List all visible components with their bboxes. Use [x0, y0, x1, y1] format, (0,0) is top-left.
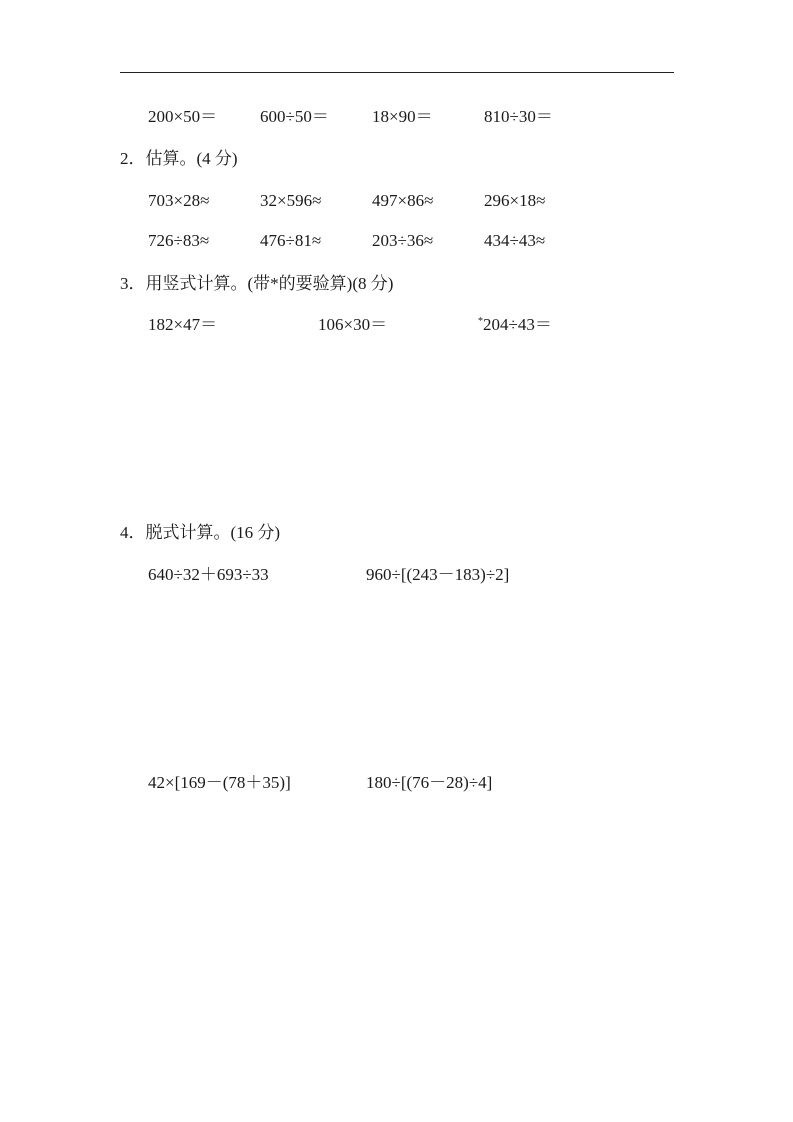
question-3-heading	[120, 274, 393, 294]
vertical-calc-item-1: 182×47＝	[148, 315, 218, 334]
question-4-number: 4．	[120, 523, 146, 542]
estimate-item-5: 726÷83≈	[148, 231, 210, 250]
stepwise-item-4: 180÷[(76－28)÷4]	[366, 773, 493, 792]
estimate-item-7: 203÷36≈	[372, 231, 434, 250]
question-2-title: 估算。(4 分)	[145, 149, 238, 168]
vertical-calc-item-3	[478, 315, 552, 338]
vertical-calc-item-2: 106×30＝	[318, 315, 388, 334]
estimate-item-1: 703×28≈	[148, 191, 210, 210]
header-rule	[120, 72, 674, 73]
estimate-item-8: 434÷43≈	[484, 231, 546, 250]
question-3-number: 3．	[120, 274, 146, 293]
question-4-heading	[120, 523, 280, 543]
question-2-heading	[120, 149, 238, 169]
question-3-title: 用竖式计算。(带*的要验算)(8 分)	[145, 274, 394, 293]
stepwise-item-1: 640÷32＋693÷33	[148, 565, 269, 584]
verify-star-mark: *	[478, 316, 483, 327]
oral-item-3: 18×90＝	[372, 107, 433, 126]
estimate-item-2: 32×596≈	[260, 191, 322, 210]
oral-item-4: 810÷30＝	[484, 107, 553, 126]
oral-item-2: 600÷50＝	[260, 107, 329, 126]
oral-item-1: 200×50＝	[148, 107, 218, 126]
vertical-calc-item-3-text: 204÷43＝	[483, 315, 552, 334]
estimate-item-3: 497×86≈	[372, 191, 434, 210]
estimate-item-4: 296×18≈	[484, 191, 546, 210]
stepwise-item-3: 42×[169－(78＋35)]	[148, 773, 291, 792]
question-4-title: 脱式计算。(16 分)	[145, 523, 281, 542]
stepwise-item-2: 960÷[(243－183)÷2]	[366, 565, 510, 584]
estimate-item-6: 476÷81≈	[260, 231, 322, 250]
question-2-number: 2．	[120, 149, 146, 168]
